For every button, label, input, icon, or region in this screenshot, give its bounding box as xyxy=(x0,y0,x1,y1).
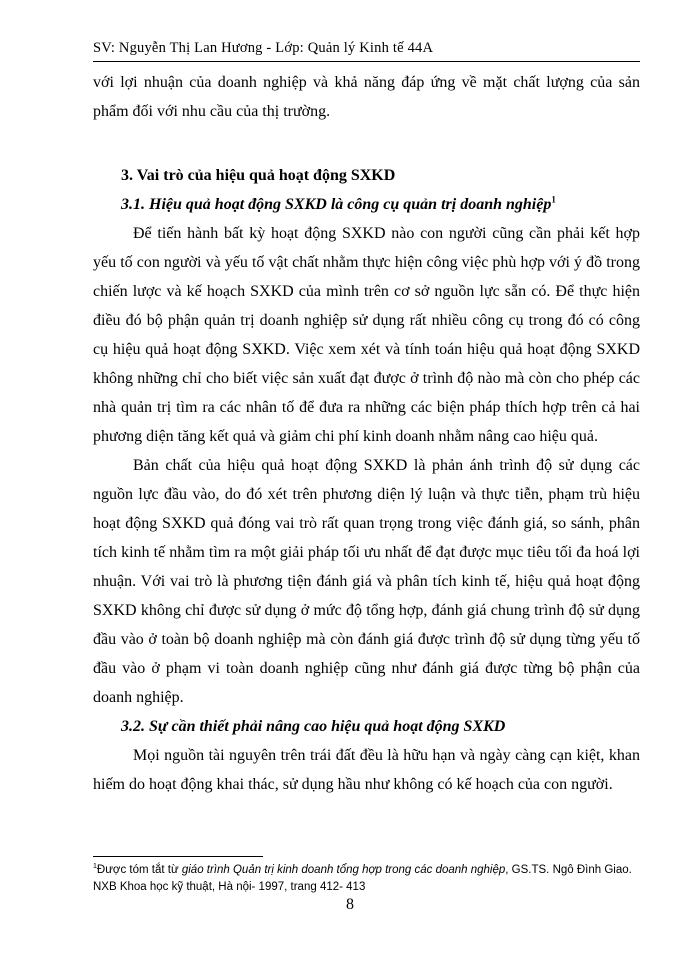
paragraph-resources: Mọi nguồn tài nguyên trên trái đất đều là hữu hạn và ngày càng cạn kiệt, khan hiếm do hoạt động khai thác, sử dụng hầu như không có kế hoạch của con người. xyxy=(93,747,640,793)
footnote-separator xyxy=(93,856,263,857)
section-heading-3: 3. Vai trò của hiệu quả hoạt động SXKD xyxy=(121,167,396,184)
subsection-heading-3-1-text: 3.1. Hiệu quả hoạt động SXKD là công cụ quản trị doanh nghiệp xyxy=(121,196,552,213)
paragraph-continuation: với lợi nhuận của doanh nghiệp và khả năng đáp ứng về mặt chất lượng của sản phẩm đối với nhu cầu của thị trường. xyxy=(93,74,640,120)
paragraph-tools: Để tiến hành bất kỳ hoạt động SXKD nào con người cũng cần phải kết hợp yếu tố con người và yếu tố vật chất nhằm thực hiện công việc phù hợp với ý đồ trong chiến lược và kế hoạch SXKD của mình trên cơ sở nguồn lực sẵn có. Để thực hiện điều đó bộ phận quản trị doanh nghiệp sử dụng rất nhiều công cụ trong đó có công cụ hiệu quả hoạt động SXKD. Việc xem xét và tính toán hiệu quả hoạt động SXKD không những chỉ cho biết việc sản xuất đạt được ở trình độ nào mà còn cho phép các nhà quản trị tìm ra các nhân tố để đưa ra những các biện pháp thích hợp trên cả hai phương diện tăng kết quả và giảm chi phí kinh doanh nhằm nâng cao hiệu quả. xyxy=(93,225,640,445)
page-header xyxy=(93,40,640,62)
footnote-ref: 1 xyxy=(551,194,556,205)
subsection-heading-3-2: 3.2. Sự cần thiết phải nâng cao hiệu quả hoạt động SXKD xyxy=(121,718,506,735)
footnote-suffix: , GS.TS. Ngô Đình Giao. NXB Khoa học kỹ thuật, Hà nội- 1997, trang 412- 413 xyxy=(93,864,632,893)
subsection-heading-3-1 xyxy=(93,190,640,219)
paragraph-nature: Bản chất của hiệu quả hoạt động SXKD là phản ánh trình độ sử dụng các nguồn lực đầu vào, do đó xét trên phương diện lý luận và thực tiễn, phạm trù hiệu hoạt động SXKD quả đóng vai trò rất quan trọng trong việc đánh giá, so sánh, phân tích kinh tế nhằm tìm ra một giải pháp tối ưu nhất để đạt được mục tiêu tối đa hoá lợi nhuận. Với vai trò là phương tiện đánh giá và phân tích kinh tế, hiệu quả hoạt động SXKD không chỉ được sử dụng ở mức độ tổng hợp, đánh giá chung trình độ sử dụng đầu vào ở toàn bộ doanh nghiệp mà còn đánh giá được trình độ sử dụng từng yếu tố đầu vào ở phạm vi toàn doanh nghiệp cũng như đánh giá được từng bộ phận của doanh nghiệp. xyxy=(93,457,640,706)
header-text: SV: Nguyễn Thị Lan Hương - Lớp: Quản lý Kinh tế 44A xyxy=(93,40,434,56)
page-body xyxy=(93,68,640,799)
page-number: 8 xyxy=(346,896,354,913)
footnote-prefix: Được tóm tắt từ xyxy=(96,864,182,876)
footnote xyxy=(93,862,640,896)
footnote-marker: 1 xyxy=(93,863,97,871)
footnote-book-title: giáo trình Quản trị kinh doanh tổng hợp trong các doanh nghiệp xyxy=(181,864,506,876)
